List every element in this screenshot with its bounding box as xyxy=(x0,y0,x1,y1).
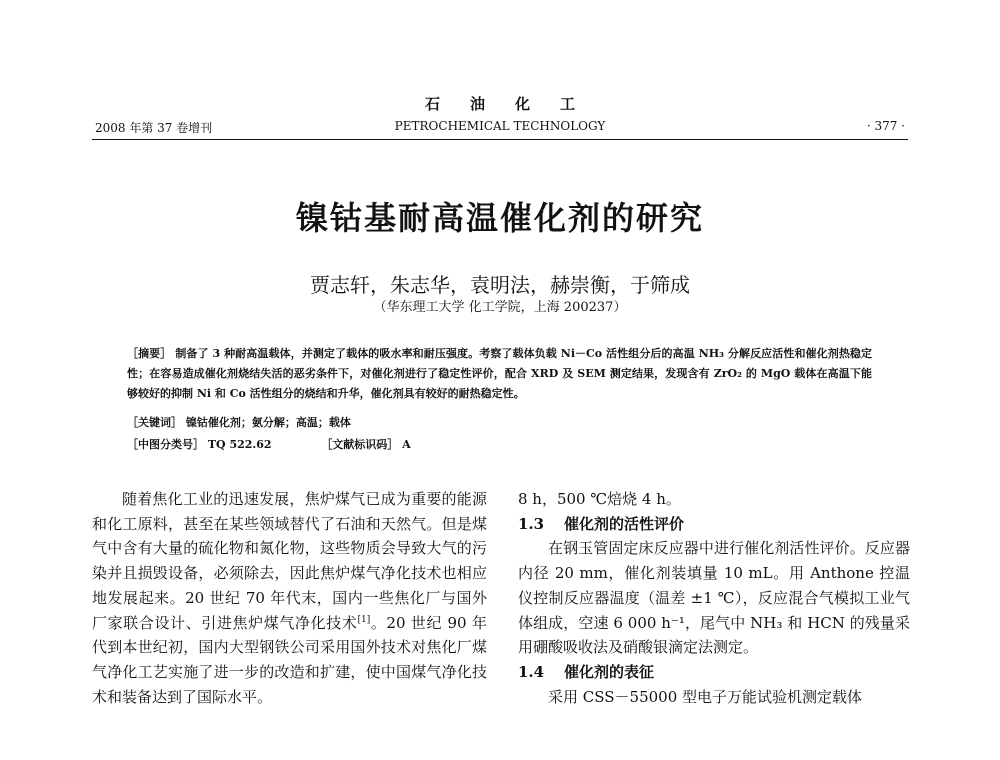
right-column xyxy=(518,487,910,709)
keywords-label: ［关键词］ xyxy=(127,416,182,429)
affiliation: （华东理工大学 化工学院，上海 200237） xyxy=(373,300,627,315)
article-title: 镍钴基耐高温催化剂的研究 xyxy=(295,199,704,237)
section-1-3-heading: 1.3 催化剂的活性评价 xyxy=(518,514,685,533)
calcination-line: 8 h，500 ℃焙烧 4 h。 xyxy=(518,490,681,508)
classification xyxy=(127,436,411,452)
activity-paragraph: 在钢玉管固定床反应器中进行催化剂活性评价。反应器内径 20 mm，催化剂装填量 10 mL。用 Anthone 控温仪控制反应器温度（温差 ±1 ℃），反应混合气模拟工业气体组成，空速 6 000 h⁻¹，尾气中 NH₃ 和 HCN 的残量采用硼酸吸收法及硝酸银滴定法测定。 xyxy=(518,539,910,657)
issue-label: 2008 年第 37 卷增刊 xyxy=(95,121,213,135)
characterization-paragraph: 采用 CSS－55000 型电子万能试验机测定载体 xyxy=(548,687,863,706)
abstract-text: 制备了 3 种耐高温载体，并测定了载体的吸水率和耐压强度。考察了载体负载 Ni－Co 活性组分后的高温 NH₃ 分解反应活性和催化剂热稳定性；在容易造成催化剂烧结失活的恶劣条件下，对催化剂进行了稳定性评价，配合 XRD 及 SEM 测定结果，发现含有 ZrO₂ 的 MgO 载体在高温下能够较好的抑制 Ni 和 Co 活性组分的烧结和升华，催化剂具有较好的耐热稳定性。 xyxy=(127,347,873,400)
keywords xyxy=(127,414,351,430)
header-rule xyxy=(92,139,908,140)
journal-title-cn: 石油化工 xyxy=(424,95,605,113)
authors: 贾志轩，朱志华，袁明法，赫崇衡，于筛成 xyxy=(310,273,690,297)
clc-value: TQ 522.62 xyxy=(207,438,272,451)
journal-title-en: PETROCHEMICAL TECHNOLOGY xyxy=(394,119,606,133)
abstract xyxy=(127,344,872,404)
left-column xyxy=(92,487,487,709)
clc-label: ［中图分类号］ xyxy=(127,438,204,451)
doc-code-value: A xyxy=(402,438,411,451)
section-1-4-heading: 1.4 催化剂的表征 xyxy=(518,662,655,681)
abstract-label: ［摘要］ xyxy=(127,347,172,360)
intro-paragraph: 随着焦化工业的迅速发展，焦炉煤气已成为重要的能源和化工原料，甚至在某些领域替代了石油和天然气。但是煤气中含有大量的硫化物和氮化物，这些物质会导致大气的污染并且损毁设备，必须除去，因此焦炉煤气净化技术也相应地发展起来。20 世纪 70 年代末，国内一些焦化厂与国外厂家联合设计、引进焦炉煤气净化技术[1]。20 世纪 90 年代到本世纪初，国内大型钢铁公司采用国外技术对焦化厂煤气净化工艺实施了进一步的改造和扩建，使中国煤气净化技术和装备达到了国际水平。 xyxy=(92,490,487,706)
citation-ref[interactable]: [1] xyxy=(357,614,371,625)
page-number: · 377 · xyxy=(866,119,905,133)
keywords-text: 镍钴催化剂；氨分解；高温；载体 xyxy=(185,416,351,429)
doc-code-label: ［文献标识码］ xyxy=(321,438,399,451)
